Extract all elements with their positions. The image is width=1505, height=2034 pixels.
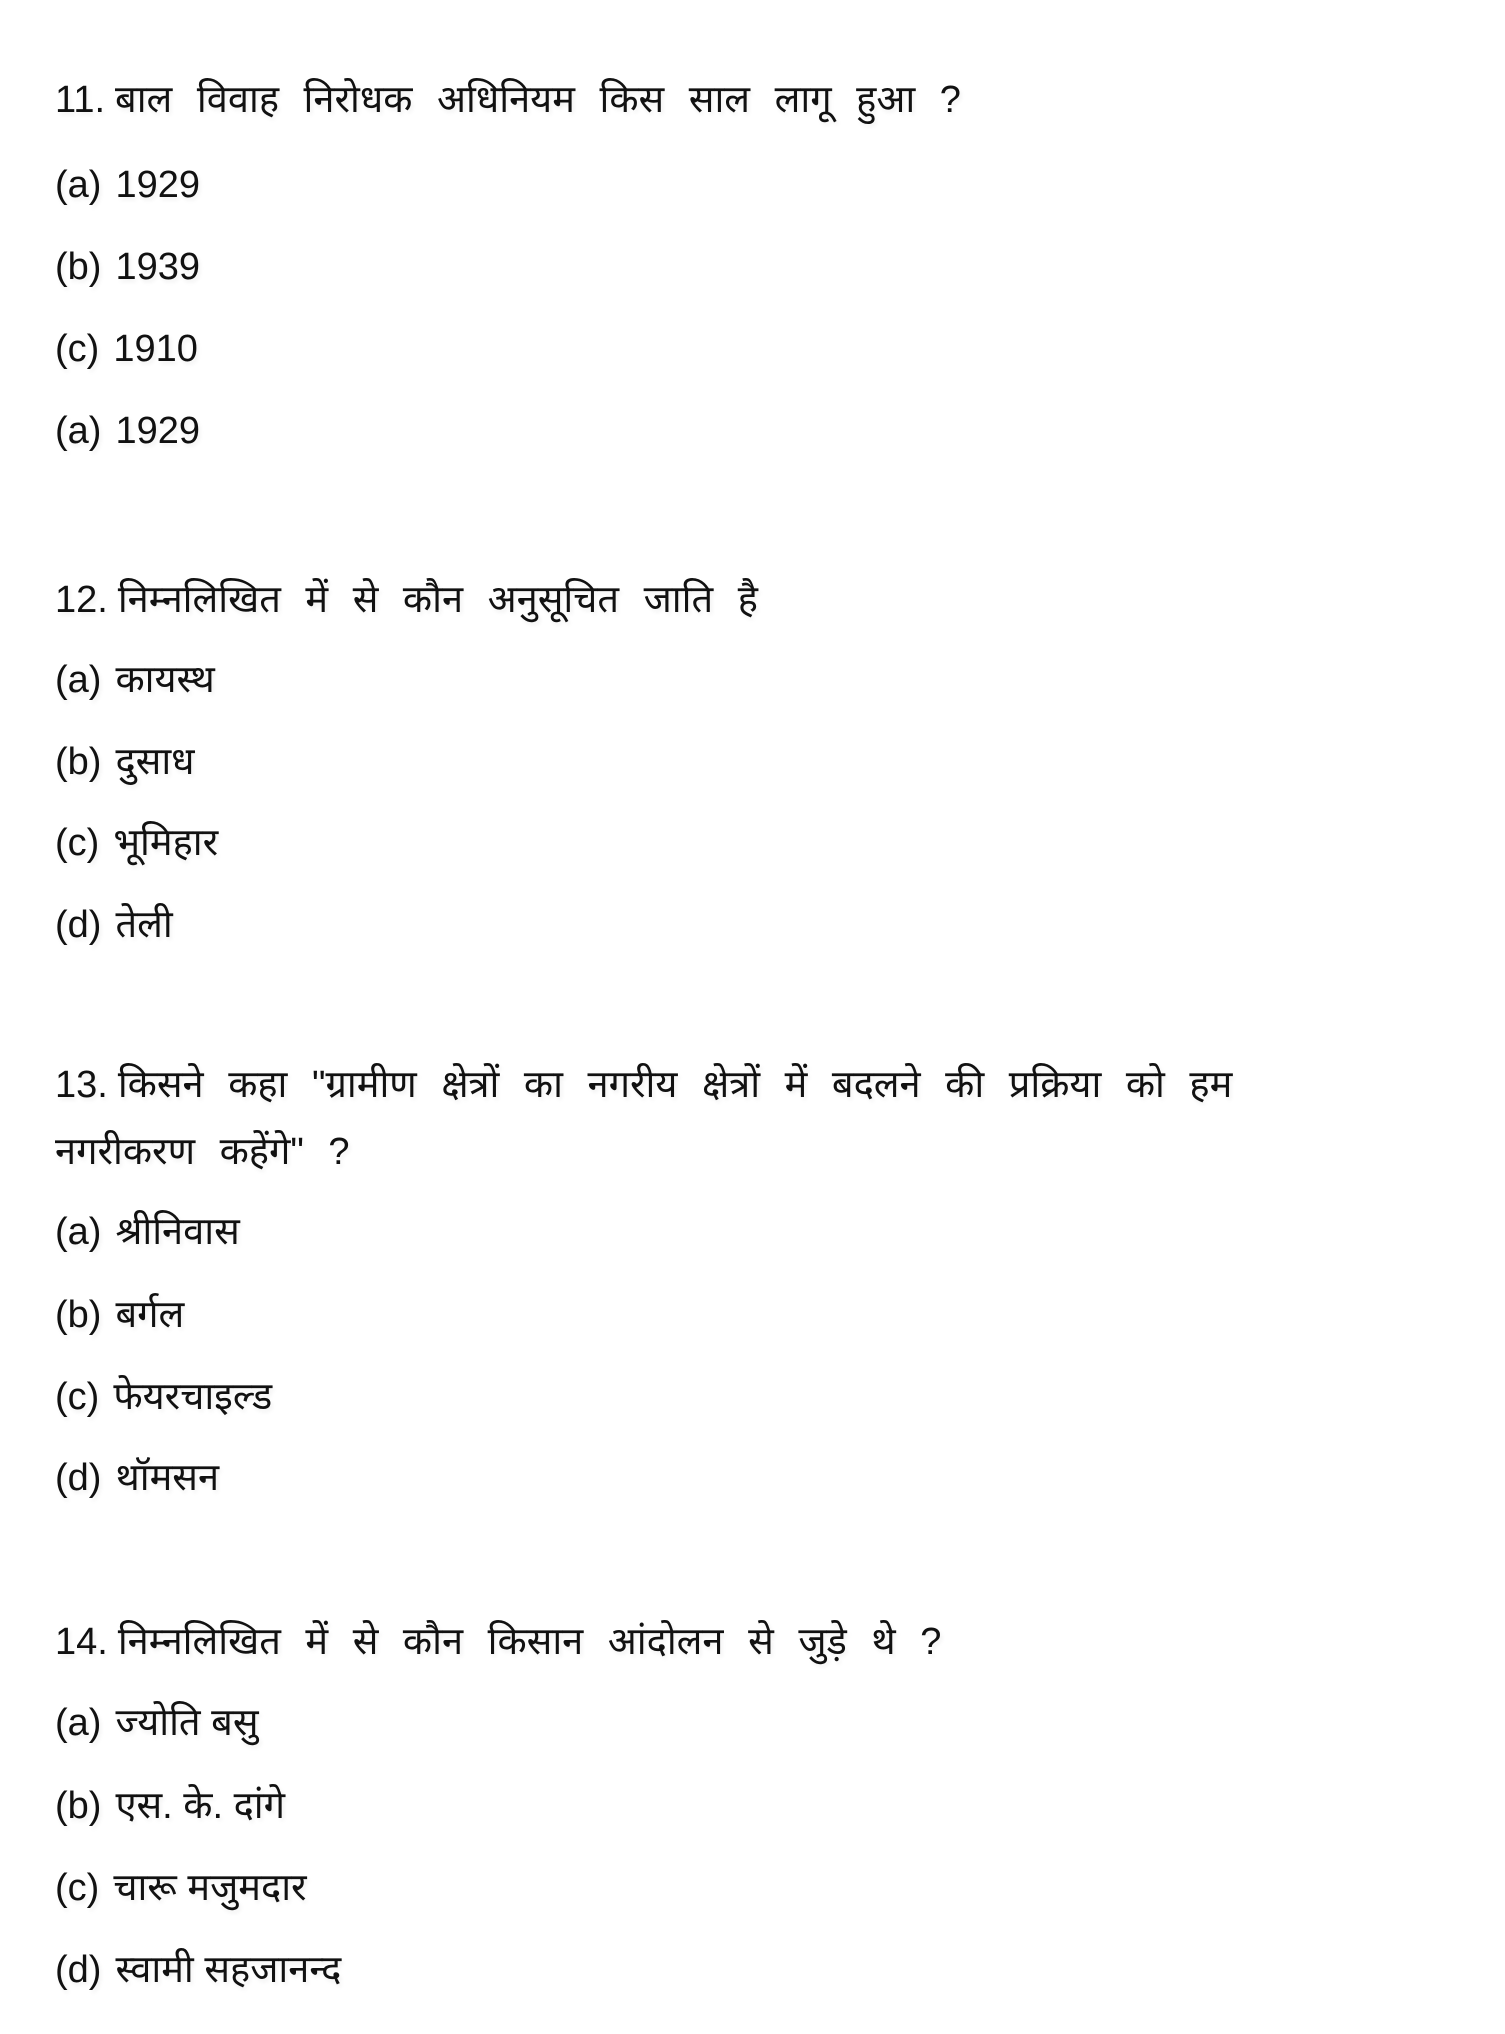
question-13-line-2 bbox=[55, 1127, 350, 1177]
option-text: 1939 bbox=[115, 246, 200, 288]
option-13-c bbox=[55, 1372, 272, 1422]
option-13-d bbox=[55, 1453, 219, 1503]
question-text: निम्नलिखित में से कौन अनुसूचित जाति है bbox=[117, 579, 758, 621]
option-label: (b) bbox=[55, 246, 102, 288]
option-label: (b) bbox=[55, 741, 102, 783]
option-12-b bbox=[55, 737, 195, 787]
option-label: (a) bbox=[55, 164, 102, 206]
option-14-c bbox=[55, 1863, 307, 1913]
question-text: बाल विवाह निरोधक अधिनियम किस साल लागू हुआ ? bbox=[115, 79, 961, 121]
option-label: (a) bbox=[55, 1702, 102, 1744]
question-text-continued: नगरीकरण कहेंगे" ? bbox=[55, 1131, 350, 1173]
option-12-a bbox=[55, 655, 215, 705]
option-text: 1910 bbox=[113, 328, 198, 370]
option-label: (b) bbox=[55, 1785, 102, 1827]
option-label: (c) bbox=[55, 1376, 100, 1418]
option-text: 1929 bbox=[115, 410, 200, 452]
option-text: 1929 bbox=[115, 164, 200, 206]
option-label: (a) bbox=[55, 659, 102, 701]
option-text: भूमिहार bbox=[113, 822, 219, 864]
option-12-d bbox=[55, 900, 173, 950]
option-14-b bbox=[55, 1781, 285, 1831]
option-13-b bbox=[55, 1290, 184, 1340]
option-text: थॉमसन bbox=[115, 1457, 220, 1499]
question-13-line-1 bbox=[55, 1060, 1232, 1110]
option-11-b bbox=[55, 242, 200, 292]
question-text: निम्नलिखित में से कौन किसान आंदोलन से जुड़े थे ? bbox=[117, 1621, 942, 1663]
question-text: किसने कहा "ग्रामीण क्षेत्रों का नगरीय क्षेत्रों में बदलने की प्रक्रिया को हम bbox=[117, 1064, 1233, 1106]
question-number: 13. bbox=[55, 1064, 108, 1106]
question-11 bbox=[55, 75, 961, 125]
question-12 bbox=[55, 575, 758, 625]
option-14-a bbox=[55, 1698, 259, 1748]
option-text: स्वामी सहजानन्द bbox=[115, 1949, 342, 1991]
option-label: (c) bbox=[55, 328, 100, 370]
option-11-c bbox=[55, 324, 198, 374]
option-label: (c) bbox=[55, 1867, 100, 1909]
option-text: ज्योति बसु bbox=[115, 1702, 259, 1744]
option-text: चारू मजुमदार bbox=[113, 1867, 307, 1909]
option-text: फेयरचाइल्ड bbox=[113, 1376, 273, 1418]
option-label: (a) bbox=[55, 1211, 102, 1253]
option-label: (d) bbox=[55, 904, 102, 946]
option-text: तेली bbox=[115, 904, 173, 946]
option-text: श्रीनिवास bbox=[115, 1211, 240, 1253]
option-label: (c) bbox=[55, 822, 100, 864]
question-number: 14. bbox=[55, 1621, 108, 1663]
option-text: कायस्थ bbox=[115, 659, 215, 701]
option-12-c bbox=[55, 818, 218, 868]
option-11-answer bbox=[55, 406, 200, 456]
option-text: दुसाध bbox=[115, 741, 195, 783]
option-label: (a) bbox=[55, 410, 102, 452]
option-14-d bbox=[55, 1945, 341, 1995]
question-14 bbox=[55, 1617, 941, 1667]
option-11-a bbox=[55, 160, 200, 210]
option-13-a bbox=[55, 1207, 240, 1257]
question-number: 12. bbox=[55, 579, 108, 621]
question-number: 11. bbox=[55, 79, 106, 121]
option-label: (b) bbox=[55, 1294, 102, 1336]
option-label: (d) bbox=[55, 1949, 102, 1991]
option-text: एस. के. दांगे bbox=[115, 1785, 285, 1827]
option-text: बर्गल bbox=[115, 1294, 185, 1336]
option-label: (d) bbox=[55, 1457, 102, 1499]
